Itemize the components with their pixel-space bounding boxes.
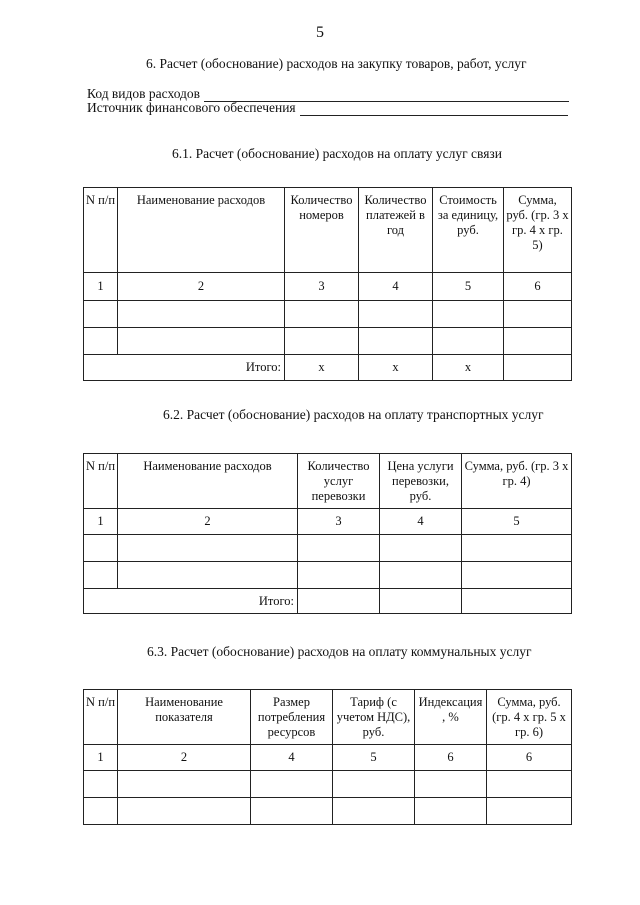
header-cell: Размер потребления ресурсов: [251, 690, 333, 745]
funding-source-field[interactable]: [300, 103, 568, 116]
total-mark: х: [285, 355, 359, 381]
empty-cell[interactable]: [380, 535, 462, 562]
section-6-title: 6. Расчет (обоснование) расходов на закупку товаров, работ, услуг: [146, 56, 527, 71]
column-number: 1: [84, 745, 118, 771]
empty-cell[interactable]: [415, 798, 487, 825]
header-cell: N п/п: [84, 454, 118, 509]
column-number: 1: [84, 509, 118, 535]
column-number: 4: [380, 509, 462, 535]
column-number: 4: [251, 745, 333, 771]
column-number: 6: [415, 745, 487, 771]
total-cell[interactable]: [298, 589, 380, 614]
empty-cell[interactable]: [333, 798, 415, 825]
empty-cell[interactable]: [118, 562, 298, 589]
section-6-1-title: 6.1. Расчет (обоснование) расходов на оплату услуг связи: [172, 146, 502, 161]
empty-cell[interactable]: [359, 301, 433, 328]
section-6-3-title: 6.3. Расчет (обоснование) расходов на оплату коммунальных услуг: [147, 644, 532, 659]
total-mark: х: [359, 355, 433, 381]
column-number: 3: [298, 509, 380, 535]
empty-cell[interactable]: [359, 328, 433, 355]
empty-cell[interactable]: [333, 771, 415, 798]
empty-cell[interactable]: [84, 798, 118, 825]
header-cell: Наименование расходов: [118, 188, 285, 273]
header-cell: Тариф (с учетом НДС), руб.: [333, 690, 415, 745]
empty-cell[interactable]: [433, 301, 504, 328]
empty-cell[interactable]: [118, 301, 285, 328]
column-number: 6: [487, 745, 572, 771]
empty-cell[interactable]: [118, 535, 298, 562]
empty-row: [84, 798, 572, 825]
expense-code-label: Код видов расходов: [87, 86, 201, 101]
column-number-row: [84, 273, 572, 301]
empty-row: [84, 535, 572, 562]
header-cell: Сумма, руб. (гр. 3 х гр. 4 х гр. 5): [504, 188, 572, 273]
page-number: 5: [316, 24, 324, 41]
header-cell: Количество услуг перевозки: [298, 454, 380, 509]
header-cell: Сумма, руб. (гр. 3 х гр. 4): [462, 454, 572, 509]
header-row: [84, 454, 572, 509]
total-sum-cell[interactable]: [462, 589, 572, 614]
empty-cell[interactable]: [433, 328, 504, 355]
empty-cell[interactable]: [118, 798, 251, 825]
empty-cell[interactable]: [504, 328, 572, 355]
empty-cell[interactable]: [462, 562, 572, 589]
empty-row: [84, 562, 572, 589]
empty-cell[interactable]: [298, 535, 380, 562]
empty-cell[interactable]: [285, 301, 359, 328]
funding-source-row: [87, 100, 568, 116]
column-number: 3: [285, 273, 359, 301]
empty-cell[interactable]: [84, 562, 118, 589]
header-cell: Индексация , %: [415, 690, 487, 745]
header-cell: N п/п: [84, 690, 118, 745]
header-cell: Количество платежей в год: [359, 188, 433, 273]
transport-services-table: [83, 453, 572, 614]
column-number-row: [84, 745, 572, 771]
section-6-2-title: 6.2. Расчет (обоснование) расходов на оплату транспортных услуг: [163, 407, 544, 422]
header-cell: Сумма, руб. (гр. 4 х гр. 5 х гр. 6): [487, 690, 572, 745]
empty-cell[interactable]: [118, 771, 251, 798]
empty-cell[interactable]: [84, 328, 118, 355]
total-label: Итого:: [84, 589, 298, 614]
empty-cell[interactable]: [84, 301, 118, 328]
total-mark: х: [433, 355, 504, 381]
header-cell: Количество номеров: [285, 188, 359, 273]
header-cell: N п/п: [84, 188, 118, 273]
total-label: Итого:: [84, 355, 285, 381]
empty-cell[interactable]: [462, 535, 572, 562]
empty-cell[interactable]: [415, 771, 487, 798]
empty-cell[interactable]: [285, 328, 359, 355]
empty-cell[interactable]: [118, 328, 285, 355]
header-cell: Стоимость за единицу, руб.: [433, 188, 504, 273]
empty-row: [84, 328, 572, 355]
funding-source-label: Источник финансового обеспечения: [87, 100, 296, 115]
column-number: 2: [118, 509, 298, 535]
header-cell: Наименование показателя: [118, 690, 251, 745]
total-row: [84, 355, 572, 381]
communication-services-table: [83, 187, 572, 381]
utility-services-table: [83, 689, 572, 825]
empty-cell[interactable]: [487, 798, 572, 825]
empty-cell[interactable]: [487, 771, 572, 798]
column-number: 2: [118, 273, 285, 301]
total-row: [84, 589, 572, 614]
empty-cell[interactable]: [84, 771, 118, 798]
empty-cell[interactable]: [504, 301, 572, 328]
empty-cell[interactable]: [84, 535, 118, 562]
column-number: 2: [118, 745, 251, 771]
header-cell: Наименование расходов: [118, 454, 298, 509]
column-number-row: [84, 509, 572, 535]
empty-cell[interactable]: [298, 562, 380, 589]
column-number: 5: [462, 509, 572, 535]
empty-cell[interactable]: [251, 771, 333, 798]
column-number: 5: [433, 273, 504, 301]
column-number: 6: [504, 273, 572, 301]
column-number: 5: [333, 745, 415, 771]
empty-row: [84, 301, 572, 328]
header-row: [84, 690, 572, 745]
empty-cell[interactable]: [380, 562, 462, 589]
column-number: 4: [359, 273, 433, 301]
total-sum-cell[interactable]: [504, 355, 572, 381]
total-cell[interactable]: [380, 589, 462, 614]
column-number: 1: [84, 273, 118, 301]
empty-row: [84, 771, 572, 798]
header-row: [84, 188, 572, 273]
empty-cell[interactable]: [251, 798, 333, 825]
header-cell: Цена услуги перевозки, руб.: [380, 454, 462, 509]
